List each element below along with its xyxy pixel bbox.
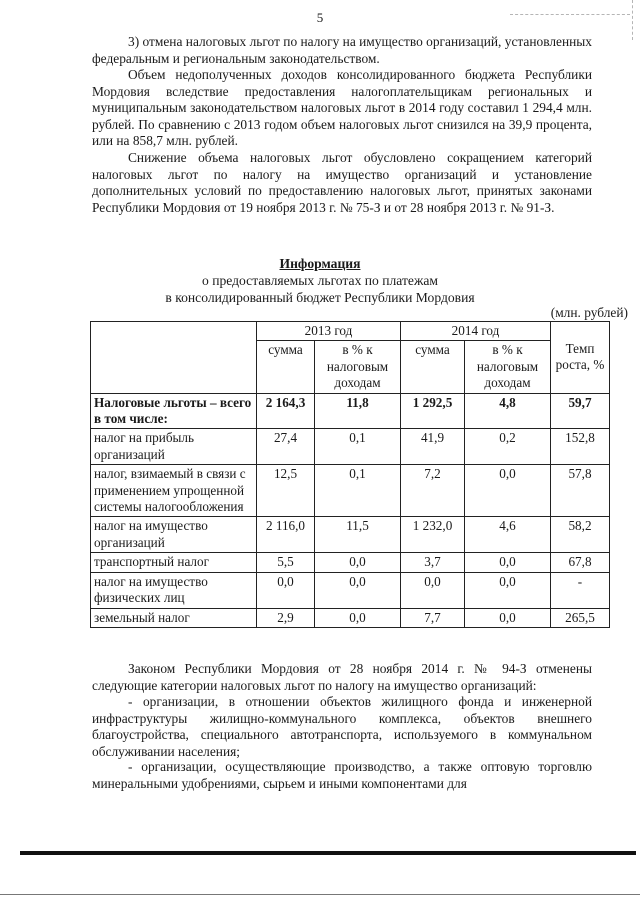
cell-growth: - (551, 572, 610, 608)
cell-pct-2013: 11,5 (315, 517, 401, 553)
cell-sum-2014: 3,7 (401, 553, 465, 572)
cell-sum-2013: 12,5 (257, 465, 315, 517)
row-sublabel: в том числе: (94, 411, 168, 427)
cell-sum-2014: 0,0 (401, 572, 465, 608)
row-label: транспортный налог (91, 553, 257, 572)
paragraph-5: - организации, в отношении объектов жилищного фонда и инженерной инфраструктуры жилищно-коммунального комплекса, объектов внешнего благоустройства, специального автотранспорта, используемого в коммунальном обслуживании населения; (92, 694, 592, 759)
cell-growth: 67,8 (551, 553, 610, 572)
info-subtitle-line-2: в консолидированный бюджет Республики Мордовия (165, 290, 475, 305)
table-row (91, 608, 610, 627)
table-row (91, 517, 610, 553)
cell-sum-2014: 7,2 (401, 465, 465, 517)
cell-growth: 58,2 (551, 517, 610, 553)
cell-sum-2013: 2 116,0 (257, 517, 315, 553)
tax-benefits-table (90, 321, 610, 628)
cell-pct-2014: 0,0 (465, 608, 551, 627)
cell-sum-2013: 2 164,3 (257, 393, 315, 429)
table-row-total (91, 393, 610, 429)
cell-pct-2014: 4,6 (465, 517, 551, 553)
cell-growth: 152,8 (551, 429, 610, 465)
header-sum-2013: сумма (257, 341, 315, 393)
header-sum-2014: сумма (401, 341, 465, 393)
cell-pct-2013: 0,0 (315, 608, 401, 627)
info-title: Информация (279, 256, 361, 271)
cell-pct-2014: 0,0 (465, 553, 551, 572)
paragraph-6: - организации, осуществляющие производство, а также оптовую торговлю минеральными удобрениями, сырьем и иными компонентами для (92, 759, 592, 791)
bottom-scan-border (20, 851, 636, 855)
row-label: налог, взимаемый в связи с применением упрощенной системы налогообложения (91, 465, 257, 517)
table-row (91, 553, 610, 572)
cell-sum-2014: 1 232,0 (401, 517, 465, 553)
cell-pct-2014: 0,2 (465, 429, 551, 465)
header-growth-rate: Темп роста, % (551, 322, 610, 394)
cell-sum-2014: 41,9 (401, 429, 465, 465)
header-year-2014: 2014 год (401, 322, 551, 341)
cell-pct-2013: 11,8 (315, 393, 401, 429)
units-label: (млн. рублей) (550, 305, 628, 320)
header-year-2013: 2013 год (257, 322, 401, 341)
paragraph-4: Законом Республики Мордовия от 28 ноября 2014 г. № 94-З отменены следующие категории налоговых льгот по налогу на имущество организаций: (92, 661, 592, 693)
cell-sum-2014: 1 292,5 (401, 393, 465, 429)
paragraph-3: Снижение объема налоговых льгот обусловлено сокращением категорий налоговых льгот по налогу на имущество организаций и установление дополнительных условий по предоставлению налоговых льгот, принятых законами Республики Мордовия от 19 ноября 2013 г. № 75-З и от 28 ноября 2013 г. № 91-З. (92, 150, 592, 215)
header-blank-cell (91, 322, 257, 394)
cell-pct-2014: 0,0 (465, 465, 551, 517)
paragraph-2: Объем недополученных доходов консолидированного бюджета Республики Мордовия вследствие предоставления налогоплательщикам региональных и муниципальным законодательством налоговых льгот в 2014 году составил 1 294,4 млн. рублей. По сравнению с 2013 годом объем налоговых льгот снизился на 39,9 процента, или на 858,7 млн. рублей. (92, 67, 592, 149)
cell-pct-2014: 4,8 (465, 393, 551, 429)
row-label: налог на прибыль организаций (91, 429, 257, 465)
cell-growth: 265,5 (551, 608, 610, 627)
table-row (91, 465, 610, 517)
table-row (91, 429, 610, 465)
cell-pct-2014: 0,0 (465, 572, 551, 608)
cell-growth: 59,7 (551, 393, 610, 429)
cell-sum-2013: 5,5 (257, 553, 315, 572)
info-subtitle-line-1: о предоставляемых льготах по платежам (202, 273, 438, 288)
bottom-scan-edge (0, 894, 640, 895)
header-pct-2013: в % к налоговым доходам (315, 341, 401, 393)
row-label: налог на имущество организаций (91, 517, 257, 553)
info-heading (0, 255, 640, 306)
row-label: налог на имущество физических лиц (91, 572, 257, 608)
cell-growth: 57,8 (551, 465, 610, 517)
cell-pct-2013: 0,1 (315, 429, 401, 465)
cell-sum-2014: 7,7 (401, 608, 465, 627)
header-pct-2014: в % к налоговым доходам (465, 341, 551, 393)
paragraph-1: 3) отмена налоговых льгот по налогу на имущество организаций, установленных федеральным и региональным законодательством. (92, 34, 592, 66)
table-row (91, 572, 610, 608)
cell-pct-2013: 0,0 (315, 553, 401, 572)
cell-sum-2013: 0,0 (257, 572, 315, 608)
cell-pct-2013: 0,1 (315, 465, 401, 517)
row-label: Налоговые льготы – всего в том числе: (91, 393, 257, 429)
page-number: 5 (316, 10, 324, 25)
cell-sum-2013: 2,9 (257, 608, 315, 627)
table-header-row-1 (91, 322, 610, 341)
cell-sum-2013: 27,4 (257, 429, 315, 465)
cell-pct-2013: 0,0 (315, 572, 401, 608)
row-label: земельный налог (91, 608, 257, 627)
